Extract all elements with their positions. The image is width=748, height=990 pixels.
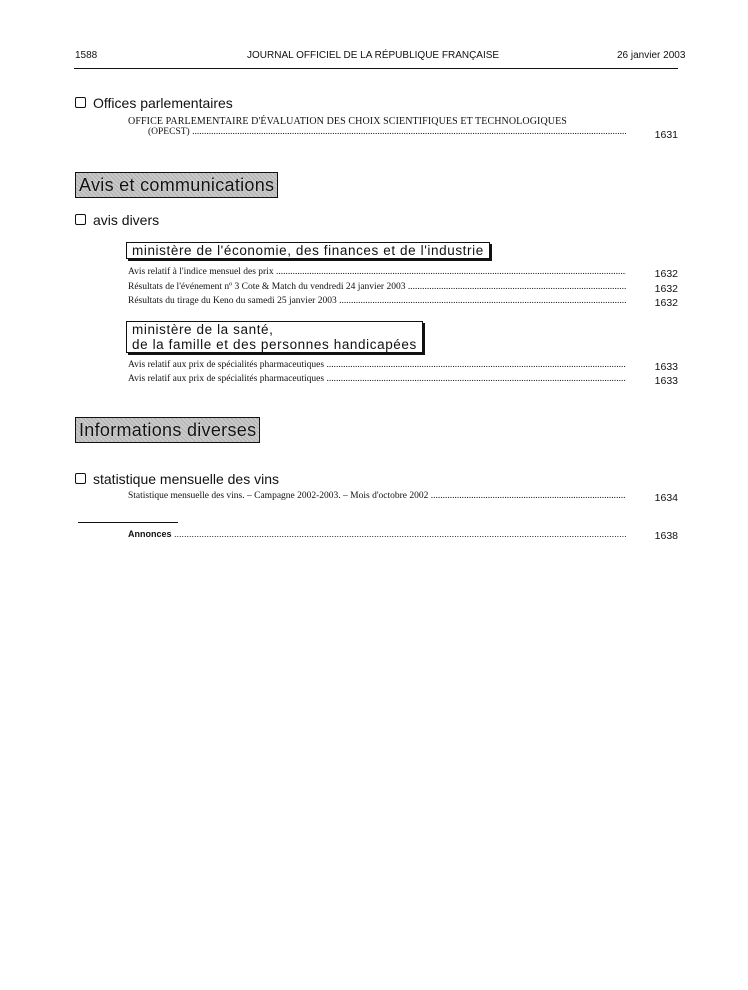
offices-entry-line1: OFFICE PARLEMENTAIRE D'ÉVALUATION DES CHOIX SCIENTIFIQUES ET TECHNOLOGIQUES <box>128 116 567 127</box>
ministry-sante-line2: de la famille et des personnes handicapées <box>132 337 417 352</box>
ministry-economie-box: ministère de l'économie, des finances et de l'industrie <box>126 242 490 259</box>
separator-rule <box>78 522 178 523</box>
banner-informations-diverses: Informations diverses <box>75 417 260 443</box>
section-title: Offices parlementaires <box>93 95 233 111</box>
checkbox-square-icon <box>75 214 86 225</box>
list-item-page: 1634 <box>654 492 678 504</box>
list-item-page: 1633 <box>654 375 678 387</box>
section-offices-parlementaires <box>75 95 233 111</box>
list-item-page: 1632 <box>654 297 678 309</box>
offices-entry-line2: (OPECST) ..... <box>148 127 626 137</box>
header-rule <box>74 68 678 69</box>
page-number: 1588 <box>75 50 98 61</box>
checkbox-square-icon <box>75 97 86 108</box>
list-item: Avis relatif aux prix de spécialités pharmaceutiques ..... <box>128 360 626 370</box>
offices-entry-page: 1631 <box>654 129 678 141</box>
section-statistique-vins <box>75 471 279 487</box>
section-avis-divers <box>75 212 159 228</box>
ministry-sante-box <box>126 321 423 353</box>
list-item: Avis relatif à l'indice mensuel des prix ..... <box>128 267 626 277</box>
issue-date: 26 janvier 2003 <box>617 50 686 61</box>
list-item: Avis relatif aux prix de spécialités pharmaceutiques ..... <box>128 374 626 384</box>
list-item-page: 1632 <box>654 268 678 280</box>
annonces-entry: Annonces ..... <box>128 529 626 539</box>
ministry-sante-line1: ministère de la santé, <box>132 322 274 337</box>
banner-avis-et-communications: Avis et communications <box>75 172 278 198</box>
journal-title: JOURNAL OFFICIEL DE LA RÉPUBLIQUE FRANÇAISE <box>247 50 500 61</box>
list-item: Résultats du tirage du Keno du samedi 25 janvier 2003 ..... <box>128 296 626 306</box>
section-title: statistique mensuelle des vins <box>93 471 279 487</box>
list-item-page: 1632 <box>654 283 678 295</box>
checkbox-square-icon <box>75 473 86 484</box>
list-item: Statistique mensuelle des vins. – Campagne 2002-2003. – Mois d'octobre 2002 ..... <box>128 491 626 501</box>
annonces-page: 1638 <box>654 530 678 542</box>
list-item: Résultats de l'événement nº 3 Cote & Match du vendredi 24 janvier 2003 ..... <box>128 282 626 292</box>
list-item-page: 1633 <box>654 361 678 373</box>
section-title: avis divers <box>93 212 160 228</box>
